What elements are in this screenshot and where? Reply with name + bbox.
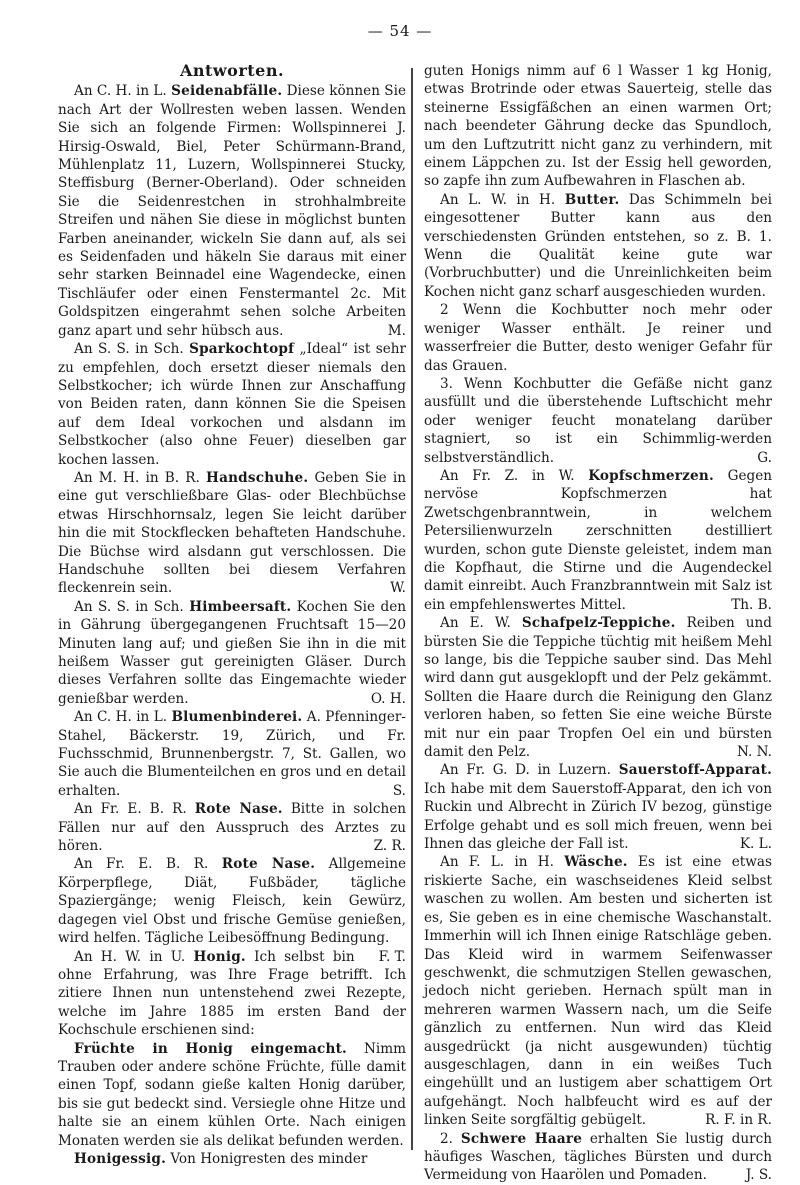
answer-topic: Schafpelz-Teppiche. xyxy=(521,615,676,632)
answer-signature: O. H. xyxy=(370,690,406,707)
answer-paragraph xyxy=(58,340,406,469)
answer-topic: Sauerstoff-Apparat. xyxy=(618,762,773,779)
answer-paragraph xyxy=(58,800,406,855)
right-column xyxy=(424,62,772,1185)
answer-topic: Honig. xyxy=(193,948,246,965)
answer-paragraph xyxy=(58,469,406,598)
answer-topic: Schwere Haare xyxy=(460,1130,583,1147)
answer-signature: J. S. xyxy=(745,1167,772,1184)
answer-paragraph xyxy=(58,598,406,708)
answer-addressee: An E. W. xyxy=(440,615,511,632)
answer-signature: Th. B. xyxy=(731,596,772,613)
answer-signature: N. N. xyxy=(736,744,772,761)
answer-paragraph xyxy=(424,301,772,375)
answer-body: Kochen Sie den in Gährung übergegangenen Fruchtsaft 15—20 Minuten lang auf; und gießen Sie ihn in die mit heißem Wasser gut gereinigten Gläser. Durch dieses Verfahren sollte das Eingemachte wieder genießbar werden. xyxy=(58,598,406,707)
answer-topic: Seidenabfälle. xyxy=(171,83,283,100)
answer-signature: Z. R. xyxy=(373,838,406,855)
answer-addressee: An Fr. E. B. R. xyxy=(74,856,209,873)
answer-signature: R. F. in R. xyxy=(705,1112,772,1129)
answer-addressee: An C. H. in L. xyxy=(74,709,168,726)
answer-topic: Kopfschmerzen. xyxy=(588,467,714,484)
answer-paragraph xyxy=(424,614,772,761)
answer-body: Nimm Trauben oder andere schöne Früchte, fülle damit einen Topf, sodann gieße kalten Honig darüber, bis sie gut bedeckt sind. Versiegle ohne Hitze und halte sie an einem kühlen Orte. Nach einigen Monaten werden sie als delikat befunden werden. xyxy=(58,1040,406,1149)
answer-body: Das Schimmeln bei eingesottener Butter kann aus den verschiedensten Gründen entstehen, so z. B. 1. Wenn die Qualität keine gute war (Vorbruchbutter) und die Unreinlichkeiten beim Kochen nicht ganz scharf ausgeschieden wurden. xyxy=(424,191,772,300)
answer-paragraph xyxy=(58,708,406,800)
answer-body: Ich habe mit dem Sauerstoff-Apparat, den ich von Ruckin und Albrecht in Zürich IV bezog, günstige Erfolge gehabt und es soll mich freuen, wenn bei Ihnen das gleiche der Fall ist. xyxy=(424,780,772,853)
answer-signature: W. xyxy=(390,580,406,597)
answer-body: A. Pfenninger-Stahel, Bäckerstr. 19, Zürich, und Fr. Fuchsschmid, Brunnenbergstr. 7, St. Gallen, wo Sie auch die Blumenteilchen en gros und en detail erhalten. xyxy=(58,709,406,799)
answer-addressee: An C. H. in L. xyxy=(74,83,167,100)
answer-body: Bitte in solchen Fällen nur auf den Ausspruch des Arztes zu hören. xyxy=(58,801,407,855)
answer-addressee: An S. S. in Sch. xyxy=(74,341,184,358)
answer-topic: Himbeersaft. xyxy=(189,598,292,615)
answer-topic: Rote Nase. xyxy=(194,801,283,818)
answer-addressee: An Fr. G. D. in Luzern. xyxy=(440,762,611,779)
answer-body: Ich selbst bin ohne Erfahrung, was Ihre Frage betrifft. Ich zitiere Ihnen nun untenstehend zwei Rezepte, welche im Jahre 1885 im ersten Band der Kochschule erschienen sind: xyxy=(58,948,406,1039)
answer-paragraph xyxy=(58,82,406,340)
section-heading: Antworten. xyxy=(179,61,285,80)
answer-body: Es ist eine etwas riskierte Sache, ein waschseidenes Kleid selbst waschen zu wollen. Am besten und sicherten ist es, Sie geben es in eine chemische Waschanstalt. Immerhin will ich Ihnen einige Ratschläge geben. Das Kleid wird in warmem Seifenwasser geschwenkt, die schmutzigen Stellen gewaschen, jedoch nicht gerieben. Hernach spült man in mehreren warmen Wassern nach, um die Seife gänzlich zu entfernen. Nun wird das Kleid ausgedrückt (ja nicht ausgewunden) tüchtig ausgeschlagen, dann in ein weißes Tuch eingehüllt und an lustigem aber schattigem Ort aufgehängt. Noch halbfeucht wird es auf der linken Seite sorgfältig gebügelt. xyxy=(424,854,772,1129)
answer-topic: Handschuhe. xyxy=(206,469,309,486)
answer-body: erhalten Sie lustig durch häufiges Waschen, tägliches Bürsten und durch Vermeidung von Haarölen und Pomaden. xyxy=(424,1130,772,1184)
answer-signature: M. xyxy=(387,322,406,339)
left-column xyxy=(58,62,406,1168)
answer-signature: G. xyxy=(757,449,772,466)
answer-paragraph xyxy=(424,853,772,1129)
answer-topic: Honigessig. xyxy=(74,1150,167,1167)
answer-signature: S. xyxy=(392,782,406,799)
answer-body: Diese können Sie nach Art der Wollresten weben lassen. Wenden Sie sich an folgende Firmen: Wollspinnerei J. Hirsig-Oswald, Biel, Peter Schürmann-Brand, Mühlenplatz 11, Luzern, Wollspinnerei Stucky, Steffisburg (Berner-Oberland). Oder schneiden Sie die Seidenrestchen in strohhalmbreite Streifen und nähen Sie diese in möglichst bunten Farben aneinander, wickeln Sie dann auf, als sei es Seidenfaden und häkeln Sie daraus mit einer sehr starken Beinnadel eine Wagendecke, einen Tischläufer oder einen Fenstermantel 2c. Mit Goldspitzen eingerahmt sehen solche Arbeiten ganz apart und sehr hübsch aus. xyxy=(58,83,407,339)
answer-paragraph xyxy=(424,191,772,301)
answer-topic: Butter. xyxy=(564,191,620,208)
answer-addressee: An Fr. E. B. R. xyxy=(74,801,187,818)
column-divider xyxy=(411,68,413,1150)
answer-addressee: 2. xyxy=(440,1130,453,1147)
answer-addressee: An H. W. in U. xyxy=(74,948,186,965)
answer-paragraph xyxy=(58,1150,406,1168)
answer-body: Von Honigresten des minder xyxy=(170,1150,368,1167)
answer-signature: F. T. xyxy=(378,948,406,965)
answer-addressee: An F. L. in H. xyxy=(440,854,554,871)
page-number: — 54 — xyxy=(367,22,433,40)
answer-topic: Sparkochtopf xyxy=(189,341,295,358)
answer-paragraph xyxy=(424,375,772,467)
answer-paragraph xyxy=(424,761,772,853)
answer-paragraph xyxy=(424,467,772,614)
answer-paragraph xyxy=(58,948,406,1040)
answer-signature: K. L. xyxy=(739,836,772,853)
answer-body: „Ideal“ ist sehr zu empfehlen, doch ersetzt dieser niemals den Selbstkocher; ich würde Ihnen zur Anschaffung von Beiden raten, dann können Sie die Speisen auf dem Ideal vorkochen und alsdann im Selbstkocher (also ohne Feuer) dieselben gar kochen lassen. xyxy=(58,341,407,468)
answer-topic: Wäsche. xyxy=(564,854,628,871)
answer-addressee: An M. H. in B. R. xyxy=(74,469,200,486)
answer-paragraph xyxy=(58,1040,406,1150)
answer-body: 2 Wenn die Kochbutter noch mehr oder weniger Wasser enthält. Je reiner und wasserfreier die Butter, desto weniger Gefahr für das Grauen. xyxy=(424,302,772,374)
answer-paragraph xyxy=(424,1130,772,1185)
answer-body: Allgemeine Körperpflege, Diät, Fußbäder, tägliche Spaziergänge; wenig Fleisch, kein Gewürz, dagegen viel Obst und frische Gemüse genießen, wird helfen. Tägliche Leibesöffnung Bedingung. xyxy=(58,856,406,947)
answer-addressee: An S. S. in Sch. xyxy=(74,598,184,615)
answer-body: Geben Sie in eine gut verschließbare Glas- oder Blechbüchse etwas Hirschhornsalz, legen Sie leicht darüber hin die mit Stockflecken behafteten Handschuhe. Die Büchse wird alsdann gut verschlossen. Die Handschuhe sollten bei diesem Verfahren fleckenrein sein. xyxy=(58,469,407,597)
answer-addressee: An Fr. Z. in W. xyxy=(440,467,575,484)
continued-paragraph: guten Honigs nimm auf 6 l Wasser 1 kg Honig, etwas Brotrinde oder etwas Sauerteig, stelle das steinerne Essigfäßchen an einen warmen Ort; nach beendeter Gährung decke das Spundloch, um den Luftzutritt nicht ganz zu verhindern, mit einem Läppchen zu. Ist der Essig hell geworden, so zapfe ihn zum Aufbewahren in Flaschen ab. xyxy=(424,63,772,190)
answer-topic: Rote Nase. xyxy=(221,856,316,873)
answer-topic: Blumenbinderei. xyxy=(171,709,303,726)
answer-topic: Früchte in Honig eingemacht. xyxy=(74,1040,347,1057)
answer-body: Reiben und bürsten Sie die Teppiche tüchtig mit heißem Mehl so lange, bis die Teppiche sauber sind. Das Mehl wird dann gut ausgeklopft und der Pelz gekämmt. Sollten die Haare durch die Reinigung den Glanz verloren haben, so fetten Sie eine weiche Bürste mit nur ein paar Tropfen Oel ein und bürsten damit den Pelz. xyxy=(424,615,772,761)
answer-addressee: An L. W. in H. xyxy=(440,191,556,208)
answer-body: Gegen nervöse Kopfschmerzen hat Zwetschgenbranntwein, in welchem Petersilienwurzeln zerschnitten destilliert wurden, schon gute Dienste geleistet, indem man die Kopfhaut, die Stirne und die Augendeckel damit einreibt. Auch Franzbranntwein mit Salz ist ein empfehlenswertes Mittel. xyxy=(424,467,772,613)
answer-body: 3. Wenn Kochbutter die Gefäße nicht ganz ausfüllt und die überstehende Luftschicht mehr oder weniger feucht monatelang darüber stagniert, so ist ein Schimmlig-werden selbstverständlich. xyxy=(424,375,772,466)
